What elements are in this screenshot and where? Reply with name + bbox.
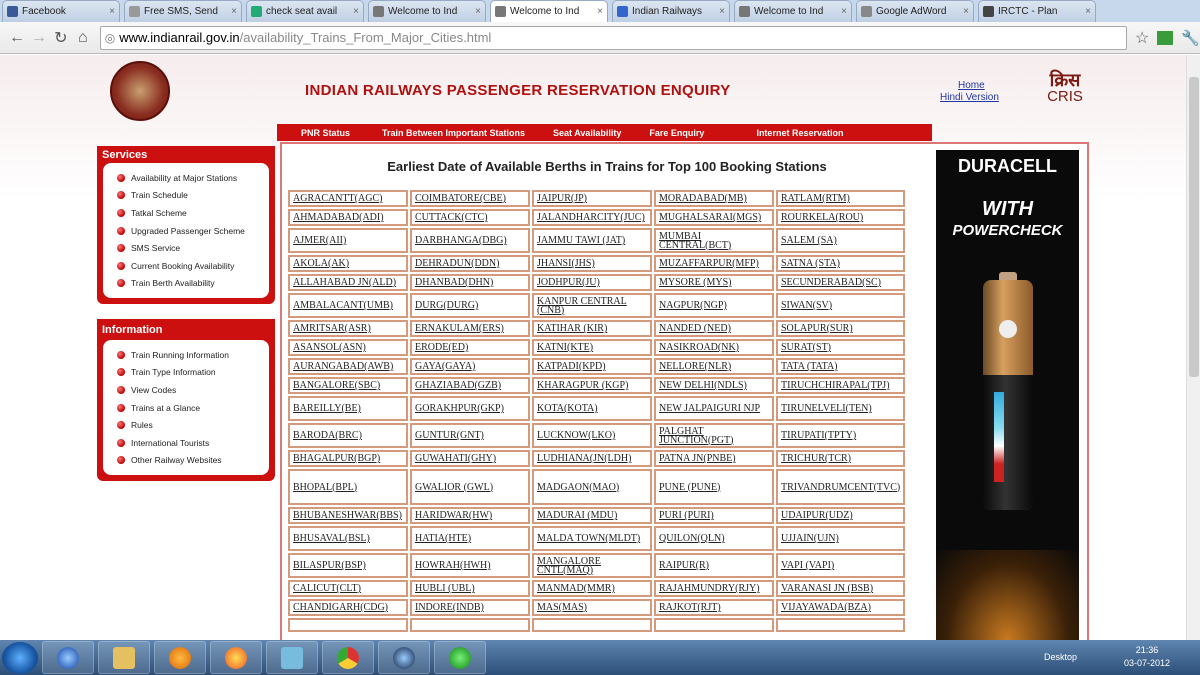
taskbar-network[interactable] [378, 641, 430, 674]
station-link[interactable]: ROURKELA(ROU) [776, 209, 905, 226]
browser-tab-bar [0, 0, 1200, 22]
station-link[interactable]: MUMBAI CENTRAL(BCT) [654, 228, 774, 253]
station-link[interactable]: MADGAON(MAO) [532, 469, 652, 505]
tab-title: Free SMS, Send [144, 6, 218, 17]
station-link[interactable]: DARBHANGA(DBG) [410, 228, 530, 253]
table-row [288, 190, 905, 207]
station-table [286, 188, 907, 634]
station-link[interactable]: CALICUT(CLT) [288, 580, 408, 597]
station-link[interactable]: JAMMU TAWI (JAT) [532, 228, 652, 253]
desktop-toolbar-label[interactable]: Desktop [1044, 652, 1078, 662]
station-link[interactable]: AMRITSAR(ASR) [288, 320, 408, 337]
station-link[interactable]: ALLAHABAD JN(ALD) [288, 274, 408, 291]
back-arrow-icon[interactable]: ← [8, 28, 25, 46]
browser-tab[interactable] [368, 0, 486, 22]
services-link[interactable] [117, 169, 265, 187]
nav-train-between-stations[interactable]: Train Between Important Stations [382, 127, 526, 138]
nav-seat-availability[interactable]: Seat Availability [553, 127, 622, 138]
station-link[interactable]: SECUNDERABAD(SC) [776, 274, 905, 291]
bullet-icon [117, 351, 125, 359]
station-link[interactable]: ERODE(ED) [410, 339, 530, 356]
station-link[interactable]: MADURAI (MDU) [532, 507, 652, 524]
station-link[interactable]: KATNI(KTE) [532, 339, 652, 356]
information-link[interactable] [117, 381, 265, 399]
station-link[interactable]: NEW DELHI(NDLS) [654, 377, 774, 394]
station-link[interactable]: SOLAPUR(SUR) [776, 320, 905, 337]
station-link[interactable]: MANMAD(MMR) [532, 580, 652, 597]
station-link[interactable]: JALANDHARCITY(JUC) [532, 209, 652, 226]
table-row [288, 209, 905, 226]
tab-close-icon[interactable]: × [475, 6, 481, 17]
information-link[interactable] [117, 416, 265, 434]
tab-favicon-icon [739, 6, 750, 17]
tab-favicon-icon [7, 6, 18, 17]
station-link[interactable]: RAIPUR(R) [654, 553, 774, 578]
tab-favicon-icon [983, 6, 994, 17]
information-link-label: Rules [131, 420, 153, 431]
media-player-icon [169, 647, 191, 669]
browser-tab[interactable] [978, 0, 1096, 22]
url-path: /availability_Trains_From_Major_Cities.html [239, 30, 492, 45]
information-link-label: Train Type Information [131, 367, 216, 378]
bullet-icon [117, 227, 125, 235]
station-link[interactable]: PURI (PURI) [654, 507, 774, 524]
station-link[interactable]: AHMADABAD(ADI) [288, 209, 408, 226]
browser-tab[interactable] [124, 0, 242, 22]
reload-icon[interactable]: ↻ [54, 29, 68, 47]
station-link[interactable]: KATPADI(KPD) [532, 358, 652, 375]
information-link[interactable] [117, 364, 265, 382]
tab-favicon-icon [861, 6, 872, 17]
services-list [103, 163, 269, 298]
table-row [288, 423, 905, 448]
station-link[interactable]: BHOPAL(BPL) [288, 469, 408, 505]
table-row [288, 339, 905, 356]
clock-time: 21:36 [1135, 645, 1159, 655]
services-link-label: Train Berth Availability [131, 278, 215, 289]
station-link[interactable]: LUCKNOW(LKO) [532, 423, 652, 448]
information-link-label: Train Running Information [131, 349, 229, 360]
information-link-label: International Tourists [131, 437, 210, 448]
table-row [288, 274, 905, 291]
taskbar-chrome[interactable] [322, 641, 374, 674]
cris-logo-hindi: क्रिस [1049, 70, 1081, 90]
cris-logo [1040, 71, 1090, 104]
clock-date: 03-07-2012 [1124, 658, 1171, 668]
browser-tab[interactable] [2, 0, 120, 22]
station-link[interactable]: BHAGALPUR(BGP) [288, 450, 408, 467]
folder-icon [113, 647, 135, 669]
top-navigation [277, 124, 932, 141]
station-link[interactable]: SALEM (SA) [776, 228, 905, 253]
station-link[interactable] [654, 618, 774, 632]
internet-explorer-icon [57, 647, 79, 669]
station-link[interactable]: GAYA(GAYA) [410, 358, 530, 375]
taskbar-ie[interactable] [42, 641, 94, 674]
battery-dot [999, 320, 1017, 338]
windows-taskbar [0, 640, 1200, 675]
station-link[interactable]: AURANGABAD(AWB) [288, 358, 408, 375]
station-link[interactable]: DEHRADUN(DDN) [410, 255, 530, 272]
firefox-icon [225, 647, 247, 669]
bullet-icon [117, 279, 125, 287]
station-link[interactable]: UJJAIN(UJN) [776, 526, 905, 551]
services-box [97, 146, 275, 304]
station-link[interactable]: HUBLI (UBL) [410, 580, 530, 597]
station-link[interactable]: DHANBAD(DHN) [410, 274, 530, 291]
station-link[interactable]: PALGHAT JUNCTION(PGT) [654, 423, 774, 448]
station-link[interactable]: GUNTUR(GNT) [410, 423, 530, 448]
browser-tab[interactable] [856, 0, 974, 22]
ad-brand: DURACELL [958, 156, 1057, 176]
station-link[interactable]: LUDHIANA(JN(LDH) [532, 450, 652, 467]
tab-title: Indian Railways [632, 6, 703, 17]
station-link[interactable]: AJMER(AII) [288, 228, 408, 253]
services-heading: Services [102, 149, 148, 161]
battery-bottom [983, 375, 1033, 510]
services-link-label: SMS Service [131, 243, 181, 254]
tab-close-icon[interactable]: × [719, 6, 725, 17]
browser-tab[interactable] [734, 0, 852, 22]
station-link[interactable]: CUTTACK(CTC) [410, 209, 530, 226]
station-link[interactable] [410, 618, 530, 632]
station-link[interactable]: JAIPUR(JP) [532, 190, 652, 207]
services-link-label: Train Schedule [131, 190, 188, 201]
page-icon: ◎ [104, 30, 116, 45]
station-link[interactable]: BHUSAVAL(BSL) [288, 526, 408, 551]
page-title: INDIAN RAILWAYS PASSENGER RESERVATION ENQUIRY [305, 82, 731, 99]
station-link[interactable]: TIRUCHCHIRAPAL(TPJ) [776, 377, 905, 394]
services-link[interactable] [117, 257, 265, 275]
station-link[interactable]: AGRACANTT(AGC) [288, 190, 408, 207]
web-page [0, 55, 1186, 640]
duracell-advertisement[interactable] [936, 150, 1079, 640]
station-link[interactable]: RAJKOT(RJT) [654, 599, 774, 616]
bullet-icon [117, 174, 125, 182]
station-link[interactable]: GUWAHATI(GHY) [410, 450, 530, 467]
station-link[interactable]: QUILON(QLN) [654, 526, 774, 551]
table-row [288, 293, 905, 318]
start-button[interactable] [2, 642, 38, 674]
station-link[interactable]: AKOLA(AK) [288, 255, 408, 272]
taskbar-firefox[interactable] [210, 641, 262, 674]
scrollbar-thumb[interactable] [1189, 77, 1199, 377]
station-link[interactable]: TATA (TATA) [776, 358, 905, 375]
tab-title: Welcome to Ind [388, 6, 458, 17]
tab-close-icon[interactable]: × [597, 6, 603, 17]
station-link[interactable]: COIMBATORE(CBE) [410, 190, 530, 207]
taskbar-app[interactable] [266, 641, 318, 674]
system-clock[interactable] [1124, 644, 1170, 670]
station-link[interactable]: BILASPUR(BSP) [288, 553, 408, 578]
information-link[interactable] [117, 399, 265, 417]
information-link-label: Other Railway Websites [131, 455, 222, 466]
table-row [288, 526, 905, 551]
station-link[interactable] [288, 618, 408, 632]
app-icon [281, 647, 303, 669]
station-link[interactable]: AMBALACANT(UMB) [288, 293, 408, 318]
station-link[interactable]: HARIDWAR(HW) [410, 507, 530, 524]
station-link[interactable]: SIWAN(SV) [776, 293, 905, 318]
bullet-icon [117, 404, 125, 412]
tab-title: Facebook [22, 6, 66, 17]
tab-favicon-icon [129, 6, 140, 17]
bookmark-star-icon[interactable]: ☆ [1135, 29, 1150, 47]
bullet-icon [117, 386, 125, 394]
bullet-icon [117, 456, 125, 464]
information-list [103, 340, 269, 475]
services-link-label: Current Booking Availability [131, 260, 235, 271]
utorrent-icon [449, 647, 471, 669]
station-link[interactable] [532, 618, 652, 632]
station-link[interactable]: MANGALORE CNTL(MAQ) [532, 553, 652, 578]
ad-tagline-2: POWERCHECK [952, 222, 1063, 239]
taskbar-utorrent[interactable] [434, 641, 486, 674]
station-link[interactable]: KHARAGPUR (KGP) [532, 377, 652, 394]
home-link[interactable]: Home [958, 80, 985, 91]
station-link[interactable]: VAPI (VAPI) [776, 553, 905, 578]
station-link[interactable]: UDAIPUR(UDZ) [776, 507, 905, 524]
extension-icon[interactable] [1157, 31, 1173, 45]
station-link[interactable]: RAJAHMUNDRY(RJY) [654, 580, 774, 597]
services-link-label: Availability at Major Stations [131, 172, 238, 183]
tab-close-icon[interactable]: × [109, 6, 115, 17]
ad-glow [936, 550, 1079, 640]
services-link[interactable] [117, 222, 265, 240]
powercheck-gauge [994, 392, 1004, 482]
tab-title: Welcome to Ind [754, 6, 824, 17]
table-row [288, 618, 905, 632]
home-icon[interactable]: ⌂ [77, 28, 88, 46]
table-row [288, 469, 905, 505]
station-link[interactable] [776, 618, 905, 632]
station-link[interactable]: MUZAFFARPUR(MFP) [654, 255, 774, 272]
browser-tab[interactable] [246, 0, 364, 22]
station-link[interactable]: NELLORE(NLR) [654, 358, 774, 375]
station-link[interactable]: MYSORE (MYS) [654, 274, 774, 291]
station-link[interactable]: SURAT(ST) [776, 339, 905, 356]
station-link[interactable]: BARODA(BRC) [288, 423, 408, 448]
ad-tagline-1: WITH [981, 198, 1034, 220]
table-row [288, 228, 905, 253]
station-link[interactable]: VARANASI JN (BSB) [776, 580, 905, 597]
tab-close-icon[interactable]: × [841, 6, 847, 17]
station-link[interactable]: NAGPUR(NGP) [654, 293, 774, 318]
vertical-scrollbar[interactable] [1186, 55, 1200, 640]
station-link[interactable]: BANGALORE(SBC) [288, 377, 408, 394]
table-row [288, 396, 905, 421]
station-link[interactable]: KOTA(KOTA) [532, 396, 652, 421]
station-link[interactable]: JODHPUR(JU) [532, 274, 652, 291]
table-row [288, 320, 905, 337]
tab-title: check seat avail [266, 6, 338, 17]
indian-railways-logo [110, 61, 170, 121]
browser-tab[interactable] [612, 0, 730, 22]
tab-close-icon[interactable]: × [963, 6, 969, 17]
information-link[interactable] [117, 434, 265, 452]
station-link[interactable]: GORAKHPUR(GKP) [410, 396, 530, 421]
bullet-icon [117, 191, 125, 199]
tab-title: IRCTC - Plan [998, 6, 1058, 17]
nav-internet-reservation[interactable]: Internet Reservation [756, 127, 844, 138]
station-link[interactable]: MAS(MAS) [532, 599, 652, 616]
tab-close-icon[interactable]: × [353, 6, 359, 17]
table-row [288, 599, 905, 616]
station-link[interactable]: PUNE (PUNE) [654, 469, 774, 505]
panel-title: Earliest Date of Available Berths in Trains for Top 100 Booking Stations [387, 159, 827, 174]
bullet-icon [117, 209, 125, 217]
tab-close-icon[interactable]: × [1085, 6, 1091, 17]
tab-favicon-icon [251, 6, 262, 17]
table-row [288, 450, 905, 467]
services-link[interactable] [117, 187, 265, 205]
url-host: www.indianrail.gov.in [119, 30, 240, 45]
station-link[interactable]: INDORE(INDB) [410, 599, 530, 616]
tab-close-icon[interactable]: × [231, 6, 237, 17]
bullet-icon [117, 244, 125, 252]
bullet-icon [117, 368, 125, 376]
station-link[interactable]: GHAZIABAD(GZB) [410, 377, 530, 394]
table-row [288, 580, 905, 597]
station-link[interactable]: MORADABAD(MB) [654, 190, 774, 207]
services-link[interactable] [117, 204, 265, 222]
tab-favicon-icon [495, 6, 506, 17]
station-link[interactable]: ERNAKULAM(ERS) [410, 320, 530, 337]
taskbar-media[interactable] [154, 641, 206, 674]
services-link[interactable] [117, 275, 265, 293]
station-link[interactable]: KANPUR CENTRAL (CNB) [532, 293, 652, 318]
taskbar-explorer[interactable] [98, 641, 150, 674]
station-link[interactable]: VIJAYAWADA(BZA) [776, 599, 905, 616]
services-link-label: Upgraded Passenger Scheme [131, 225, 245, 236]
wrench-menu-icon[interactable]: 🔧 [1181, 29, 1200, 47]
station-link[interactable]: MUGHALSARAI(MGS) [654, 209, 774, 226]
services-link-label: Tatkal Scheme [131, 207, 187, 218]
table-row [288, 255, 905, 272]
station-link[interactable]: KATIHAR (KIR) [532, 320, 652, 337]
information-heading: Information [102, 324, 163, 336]
table-row [288, 553, 905, 578]
station-link[interactable]: NEW JALPAIGURI NJP [654, 396, 774, 421]
browser-toolbar [0, 22, 1200, 54]
station-link[interactable]: NANDED (NED) [654, 320, 774, 337]
hindi-version-link[interactable]: Hindi Version [940, 92, 999, 103]
station-link[interactable]: CHANDIGARH(CDG) [288, 599, 408, 616]
station-link[interactable]: JHANSI(JHS) [532, 255, 652, 272]
globe-icon [393, 647, 415, 669]
station-link[interactable]: DURG(DURG) [410, 293, 530, 318]
bullet-icon [117, 262, 125, 270]
table-row [288, 358, 905, 375]
tab-title: Google AdWord [876, 6, 947, 17]
address-bar[interactable] [100, 26, 1127, 50]
information-box [97, 319, 275, 481]
nav-fare-enquiry[interactable]: Fare Enquiry [649, 127, 705, 138]
station-link[interactable]: TRICHUR(TCR) [776, 450, 905, 467]
forward-arrow-icon[interactable]: → [30, 28, 47, 46]
station-link[interactable]: HOWRAH(HWH) [410, 553, 530, 578]
nav-pnr-status[interactable]: PNR Status [301, 127, 351, 138]
station-link[interactable]: MALDA TOWN(MLDT) [532, 526, 652, 551]
table-row [288, 377, 905, 394]
table-row [288, 507, 905, 524]
station-link[interactable]: SATNA (STA) [776, 255, 905, 272]
station-link[interactable]: BAREILLY(BE) [288, 396, 408, 421]
tab-favicon-icon [617, 6, 628, 17]
bullet-icon [117, 421, 125, 429]
station-link[interactable]: GWALIOR (GWL) [410, 469, 530, 505]
station-link[interactable]: PATNA JN(PNBE) [654, 450, 774, 467]
services-link[interactable] [117, 239, 265, 257]
station-link[interactable]: ASANSOL(ASN) [288, 339, 408, 356]
information-link[interactable] [117, 346, 265, 364]
information-link[interactable] [117, 452, 265, 470]
station-link[interactable]: BHUBANESHWAR(BBS) [288, 507, 408, 524]
station-link[interactable]: TRIVANDRUMCENT(TVC) [776, 469, 905, 505]
station-link[interactable]: RATLAM(RTM) [776, 190, 905, 207]
browser-tab[interactable] [490, 0, 608, 22]
information-link-label: Trains at a Glance [131, 402, 201, 413]
cris-logo-english: CRIS [1047, 88, 1083, 105]
station-link[interactable]: TIRUPATI(TPTY) [776, 423, 905, 448]
station-link[interactable]: NASIKROAD(NK) [654, 339, 774, 356]
station-link[interactable]: TIRUNELVELI(TEN) [776, 396, 905, 421]
tab-favicon-icon [373, 6, 384, 17]
station-link[interactable]: HATIA(HTE) [410, 526, 530, 551]
tab-title: Welcome to Ind [510, 6, 580, 17]
chrome-icon [337, 647, 359, 669]
bullet-icon [117, 439, 125, 447]
information-link-label: View Codes [131, 384, 177, 395]
